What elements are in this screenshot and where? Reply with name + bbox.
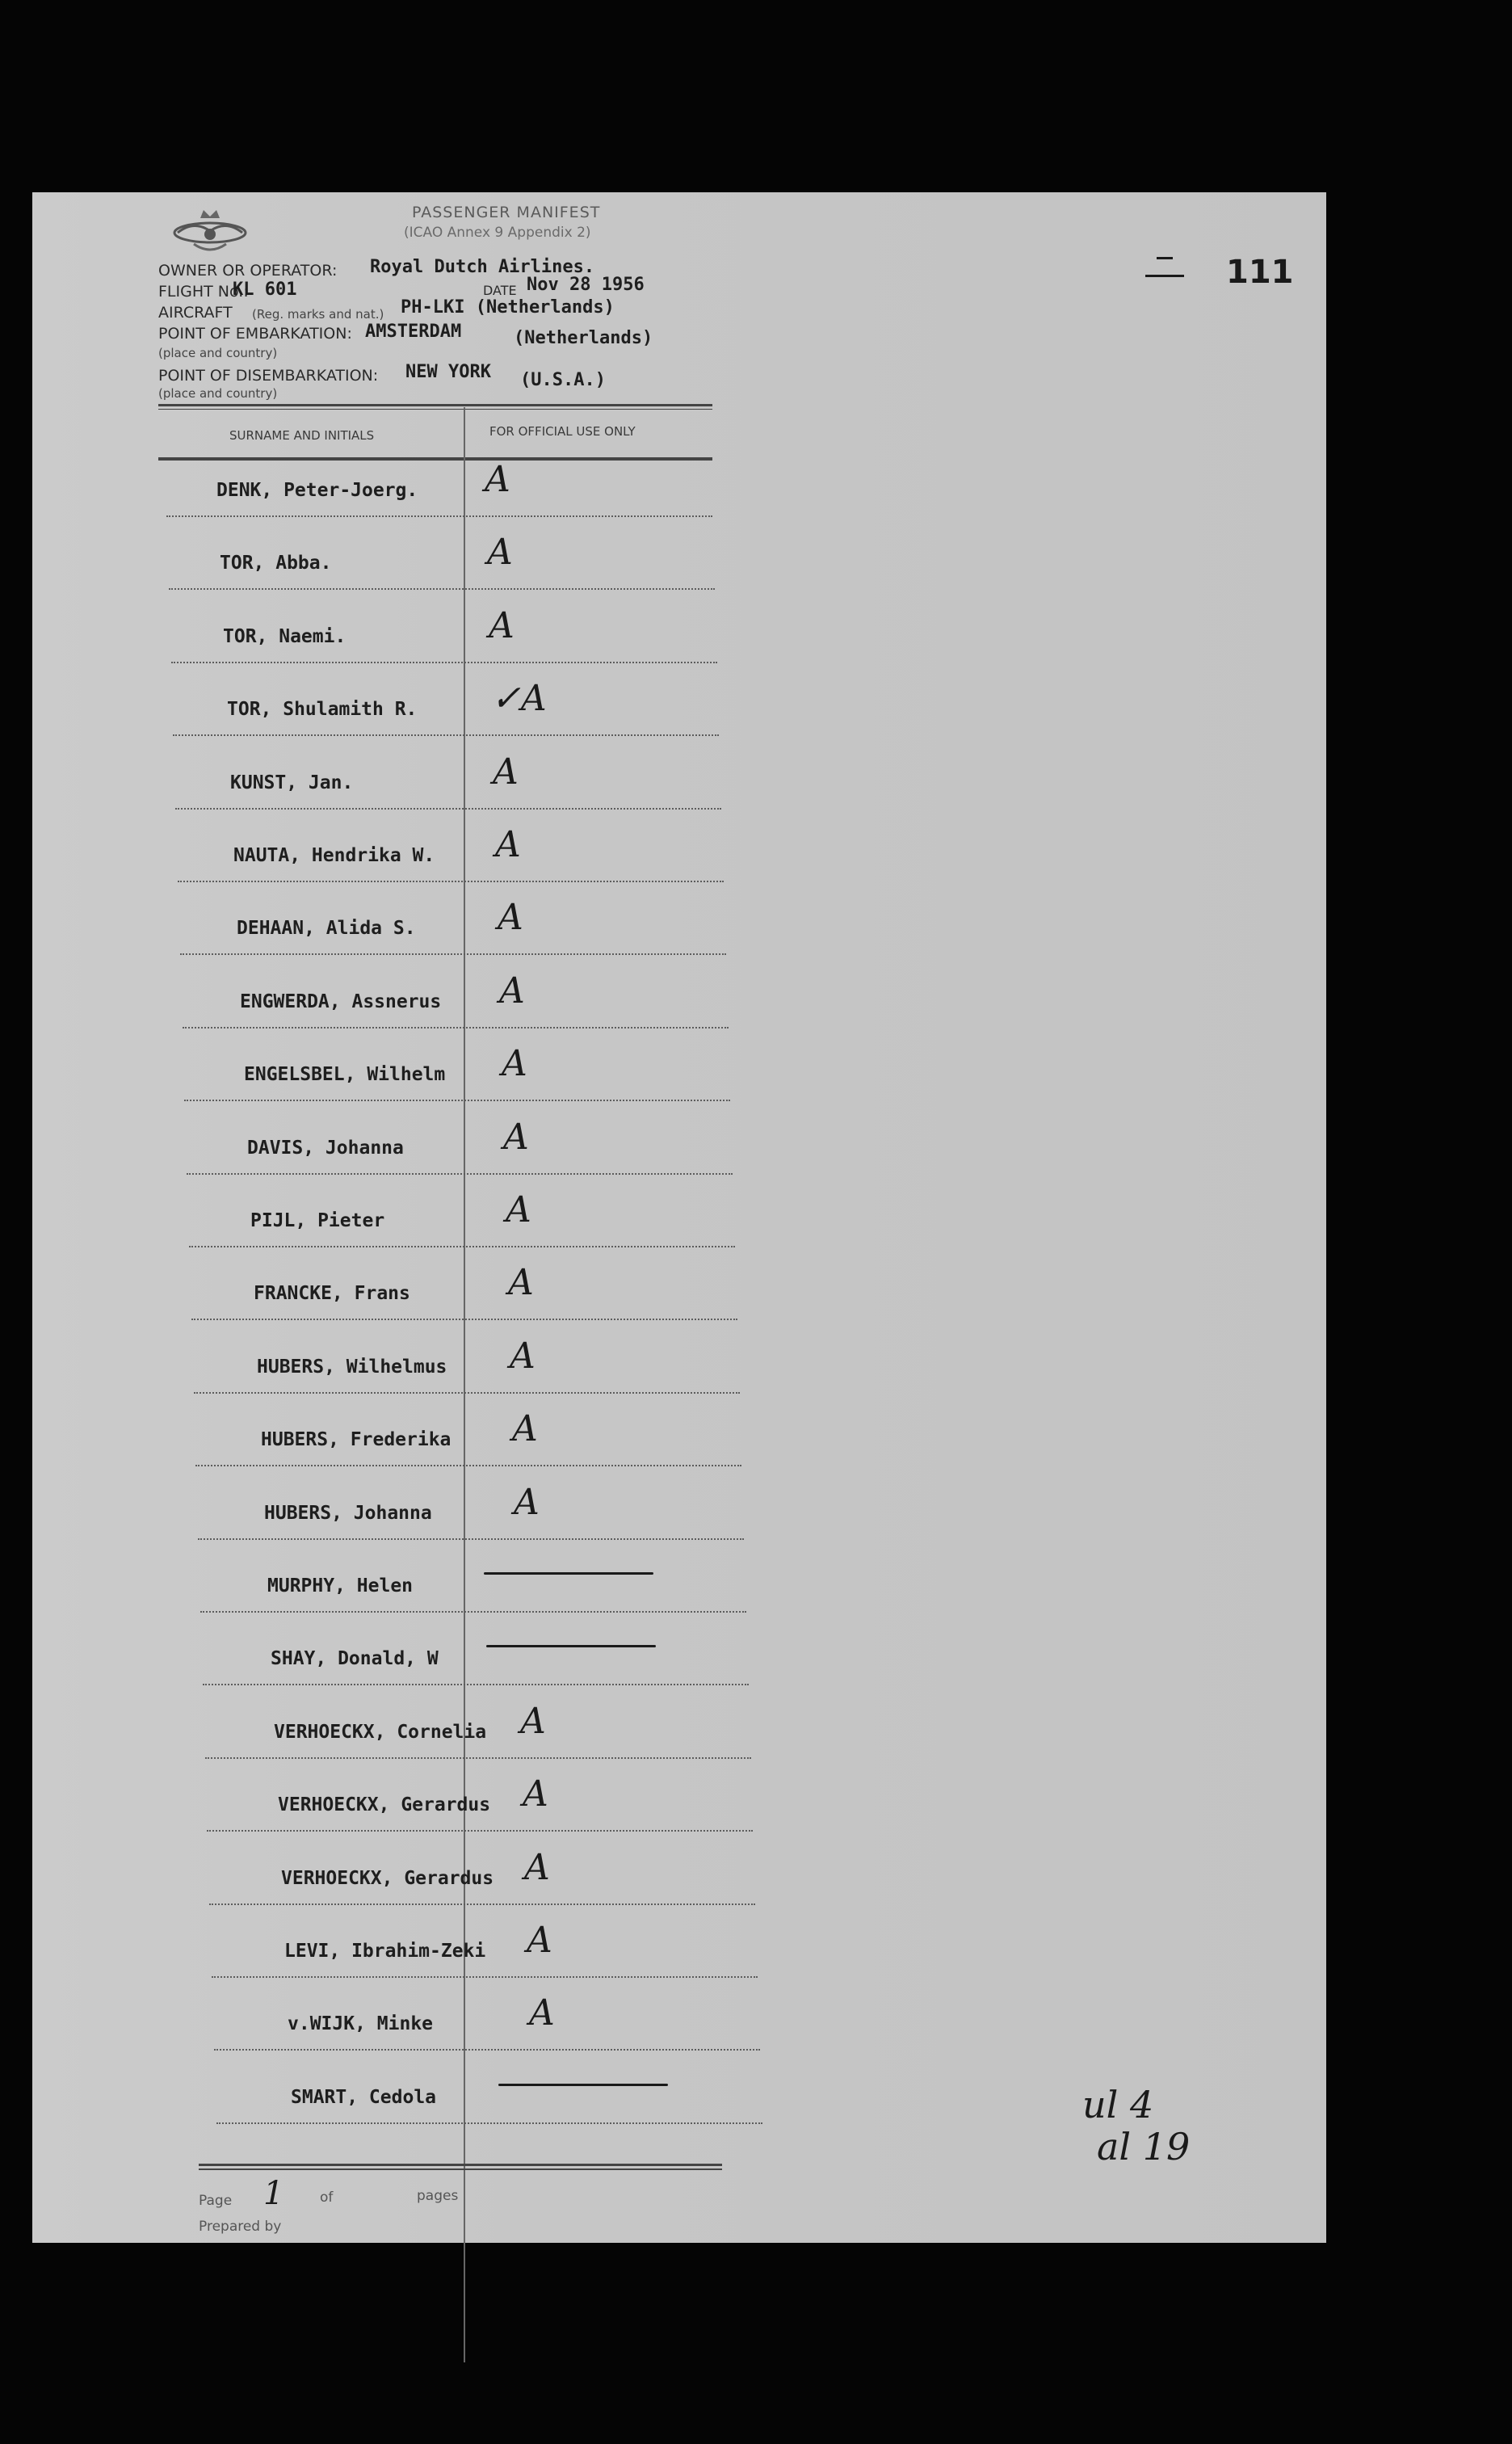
passenger-row (32, 970, 759, 1064)
official-mark: A (508, 1262, 534, 1303)
passenger-row (32, 824, 759, 918)
passenger-name: DENK, Peter-Joerg. (216, 480, 418, 501)
passenger-name: TOR, Naemi. (223, 626, 346, 647)
official-mark: A (498, 897, 523, 938)
of-label: of (320, 2190, 334, 2206)
row-rule (184, 1100, 730, 1101)
passenger-row (32, 678, 759, 772)
row-rule (191, 1319, 737, 1320)
official-mark: A (489, 605, 514, 646)
passenger-name: VERHOECKX, Gerardus (278, 1794, 491, 1815)
row-rule (216, 2122, 762, 2124)
passenger-name: NAUTA, Hendrika W. (233, 845, 435, 866)
official-strike-mark (498, 2084, 668, 2086)
passenger-row (32, 1117, 759, 1210)
passenger-row (32, 1408, 759, 1502)
passenger-name: PIJL, Pieter (250, 1210, 385, 1231)
header-rule-top-2 (158, 409, 712, 410)
official-mark: A (503, 1117, 529, 1158)
flight-value: KL 601 (233, 280, 297, 300)
annotation-line-1: ul 4 (1082, 2083, 1154, 2126)
row-rule (209, 1903, 755, 1905)
passenger-name: v.WIJK, Minke (288, 2013, 434, 2034)
annotation-line-2: al 19 (1097, 2125, 1191, 2168)
owner-label: OWNER OR OPERATOR: (158, 262, 338, 280)
date-label: DATE (483, 283, 517, 298)
passenger-name: VERHOECKX, Cornelia (274, 1722, 487, 1743)
passenger-name: SMART, Cedola (291, 2087, 437, 2108)
official-mark: A (512, 1408, 538, 1449)
passenger-name: HUBERS, Frederika (261, 1429, 452, 1450)
disembark-country: (U.S.A.) (520, 370, 606, 390)
row-rule (203, 1684, 749, 1685)
page-label: Page (199, 2193, 233, 2209)
row-rule (166, 515, 712, 517)
official-mark: ✓A (491, 678, 547, 719)
official-mark: A (520, 1701, 546, 1742)
footer-rule-bottom (199, 2168, 722, 2170)
row-rule (195, 1465, 741, 1466)
passenger-row (32, 1701, 759, 1794)
passenger-row (32, 2087, 759, 2160)
passenger-name: ENGWERDA, Assnerus (240, 991, 442, 1012)
aircraft-value: PH-LKI (Netherlands) (401, 297, 615, 318)
row-rule (187, 1173, 733, 1175)
official-mark: A (502, 1043, 527, 1084)
official-mark: A (499, 970, 525, 1012)
pages-label: pages (417, 2188, 459, 2204)
passenger-row (32, 1575, 759, 1648)
row-rule (200, 1611, 746, 1613)
row-rule (178, 881, 724, 882)
passenger-name: SHAY, Donald, W (271, 1648, 439, 1669)
page-mark (1140, 249, 1205, 281)
row-rule (212, 1976, 758, 1978)
row-rule (171, 662, 717, 663)
official-mark: A (510, 1336, 536, 1377)
row-rule (180, 953, 726, 955)
disembark-label: POINT OF DISEMBARKATION: (158, 367, 379, 385)
official-mark: A (493, 751, 519, 793)
row-rule (198, 1538, 744, 1540)
manifest-page (32, 192, 1326, 2243)
manifest-title: PASSENGER MANIFEST (412, 204, 601, 221)
passenger-row (32, 751, 759, 845)
official-strike-mark (484, 1572, 653, 1575)
row-rule (173, 734, 719, 736)
passenger-row (32, 1847, 759, 1941)
row-rule (205, 1757, 751, 1759)
passenger-row (32, 1773, 759, 1867)
passenger-name: FRANCKE, Frans (254, 1283, 410, 1304)
passenger-name: HUBERS, Johanna (264, 1503, 432, 1524)
passenger-name: DEHAAN, Alida S. (237, 918, 416, 939)
passenger-row (32, 1336, 759, 1429)
official-mark: A (506, 1189, 531, 1230)
embark-label: POINT OF EMBARKATION: (158, 325, 352, 343)
passenger-row (32, 605, 759, 699)
passenger-row (32, 1648, 759, 1721)
passenger-name: VERHOECKX, Gerardus (281, 1868, 494, 1889)
passenger-row (32, 1262, 759, 1356)
owner-value: Royal Dutch Airlines. (370, 257, 595, 277)
official-column-header: FOR OFFICIAL USE ONLY (489, 424, 636, 439)
aircraft-label: AIRCRAFT (158, 304, 233, 322)
row-rule (183, 1027, 729, 1028)
passenger-name: TOR, Abba. (220, 553, 332, 574)
embark-sub: (place and country) (158, 346, 278, 360)
passenger-row (32, 1482, 759, 1575)
row-rule (194, 1392, 740, 1394)
name-column-header: SURNAME AND INITIALS (229, 428, 375, 443)
official-mark: A (523, 1773, 548, 1815)
header-rule-top (158, 404, 712, 406)
official-strike-mark (486, 1645, 656, 1647)
flight-label: FLIGHT No.: (158, 283, 249, 301)
date-value: Nov 28 1956 (527, 275, 645, 295)
passenger-row (32, 1920, 759, 2013)
page-value: 1 (263, 2175, 284, 2212)
row-rule (175, 808, 721, 810)
passenger-name: LEVI, Ibrahim-Zeki (284, 1941, 486, 1962)
passenger-name: KUNST, Jan. (230, 772, 354, 793)
official-mark: A (527, 1920, 552, 1961)
passenger-name: MURPHY, Helen (267, 1575, 414, 1596)
official-mark: A (514, 1482, 540, 1523)
row-rule (214, 2049, 760, 2051)
official-mark: A (529, 1992, 555, 2034)
manifest-subtitle: (ICAO Annex 9 Appendix 2) (404, 225, 591, 241)
passenger-row (32, 1189, 759, 1283)
passenger-row (32, 1043, 759, 1137)
passenger-row (32, 459, 759, 553)
aircraft-sub: (Reg. marks and nat.) (252, 307, 384, 322)
passenger-name: HUBERS, Wilhelmus (257, 1357, 447, 1378)
prepared-label: Prepared by (199, 2219, 282, 2235)
airline-logo-icon (170, 208, 250, 260)
passenger-row (32, 897, 759, 991)
passenger-name: DAVIS, Johanna (247, 1138, 404, 1159)
page-number: 111 (1226, 254, 1294, 291)
passenger-name: TOR, Shulamith R. (227, 699, 418, 720)
disembark-sub: (place and country) (158, 386, 278, 401)
footer-rule-top (199, 2164, 722, 2166)
passenger-row (32, 1992, 759, 2086)
embark-country: (Netherlands) (514, 328, 653, 348)
official-mark: A (485, 459, 510, 500)
official-mark: A (524, 1847, 550, 1888)
row-rule (207, 1830, 753, 1832)
passenger-row (32, 532, 759, 625)
row-rule (189, 1246, 735, 1247)
official-mark: A (487, 532, 513, 573)
row-rule (169, 588, 715, 590)
disembark-value: NEW YORK (405, 362, 491, 382)
official-mark: A (495, 824, 521, 865)
embark-value: AMSTERDAM (365, 322, 462, 342)
column-header-rule (158, 457, 712, 461)
passenger-name: ENGELSBEL, Wilhelm (244, 1064, 446, 1085)
